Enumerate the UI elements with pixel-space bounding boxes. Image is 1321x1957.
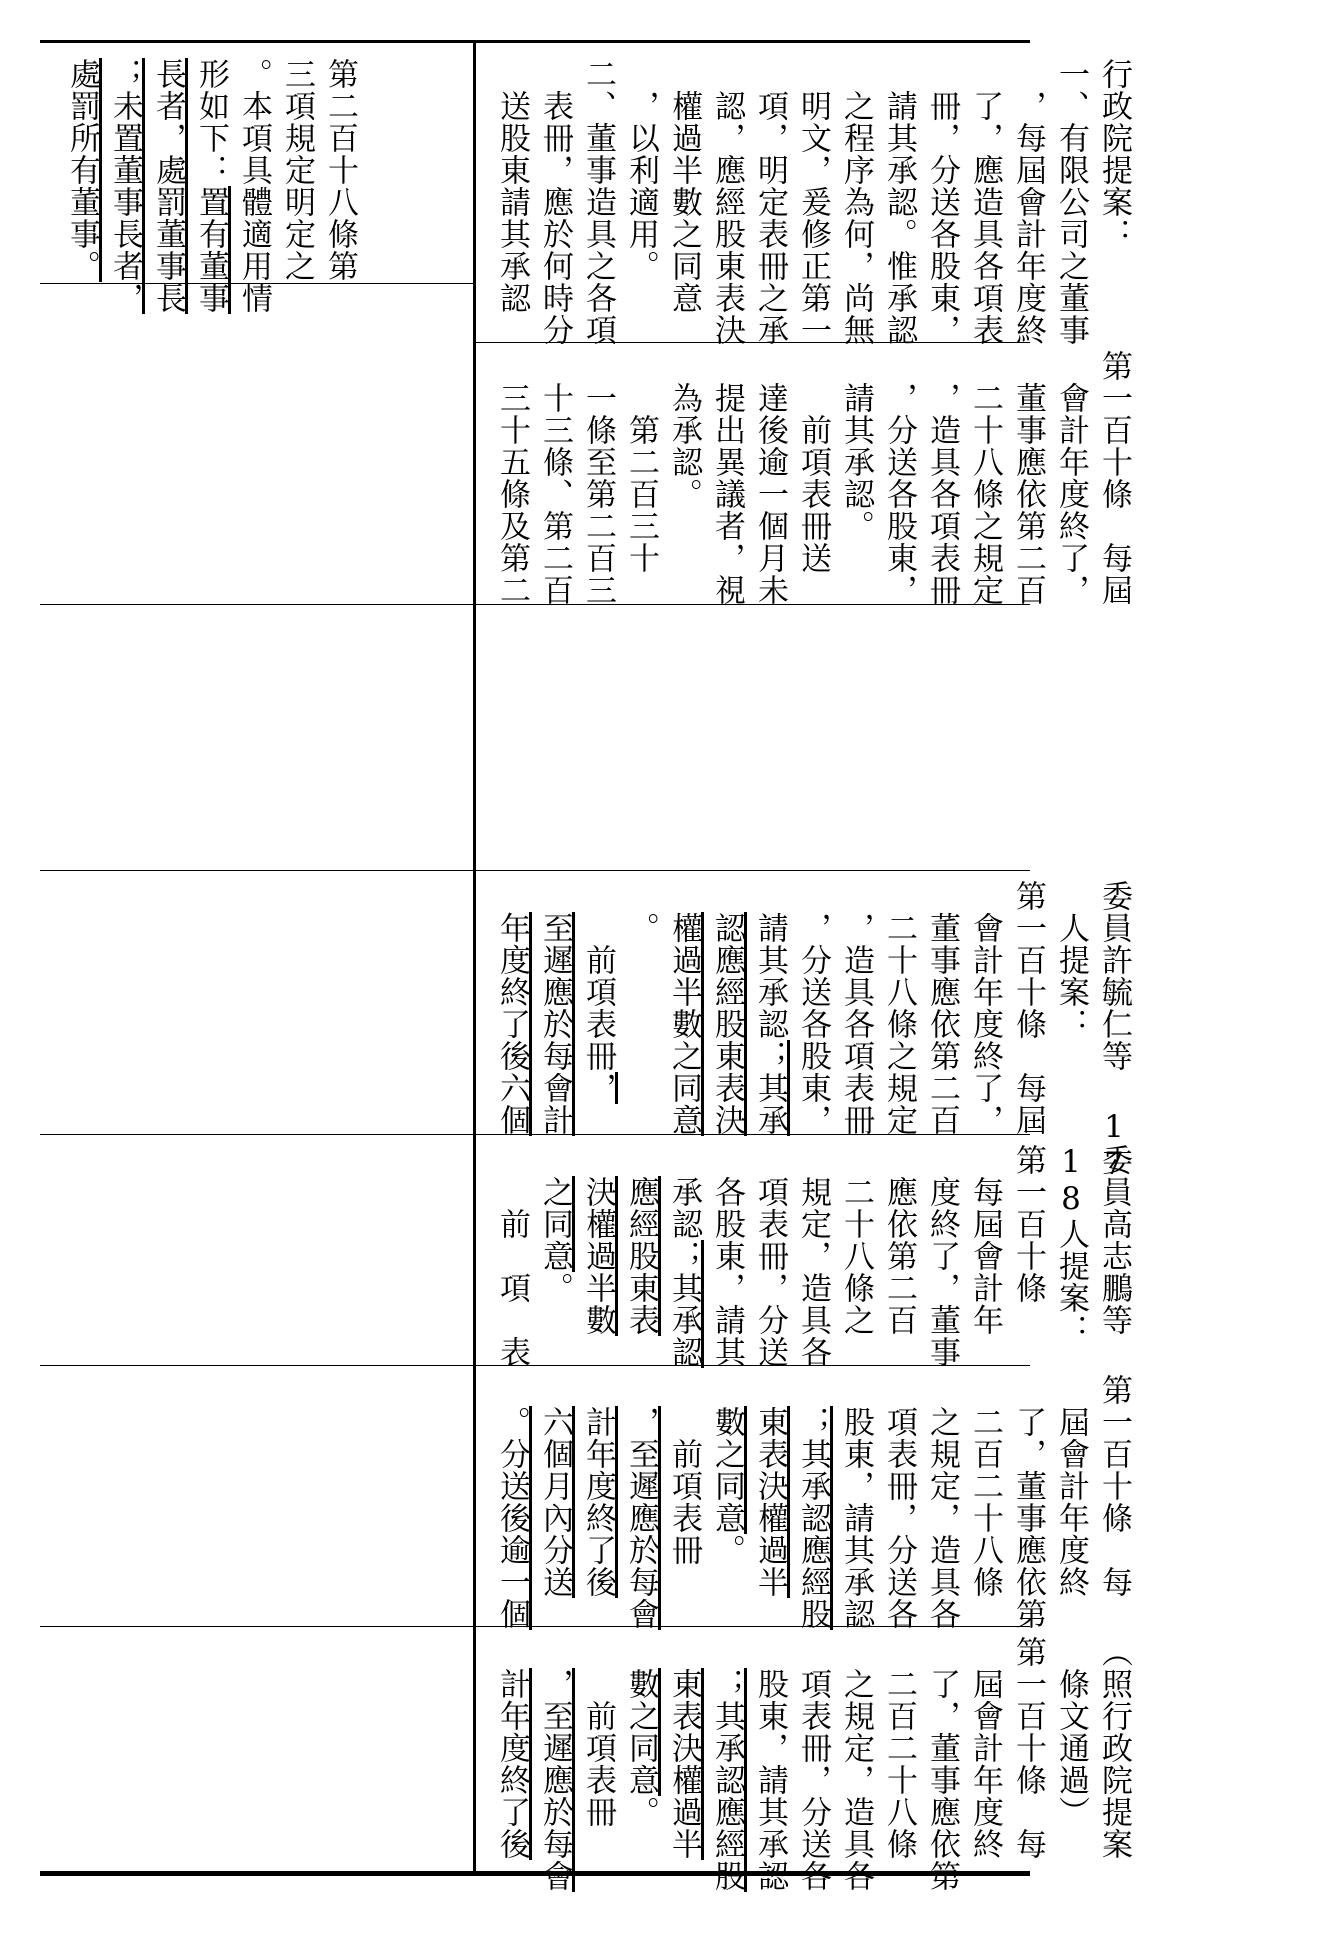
underlined-text-run: ；其承認應經股 <box>709 1668 745 1892</box>
text-run: 達後逾一個月未 <box>752 350 788 606</box>
text-run: 二十八條之規定 <box>881 880 917 1136</box>
underlined-text-run: 六個月內分送 <box>537 1406 573 1598</box>
text-run: 表冊，應於何時分 <box>537 58 573 346</box>
right-cell-gao-zhipeng-proposal <box>490 1144 1132 1368</box>
row-divider <box>476 870 1030 871</box>
text-run: 度終了，董事 <box>924 1144 960 1368</box>
text-run <box>709 880 745 912</box>
text-run: 股東，請其承認 <box>752 1636 788 1892</box>
table-top-rule <box>40 40 1030 43</box>
text-run <box>494 880 530 912</box>
underlined-text-run: ，至遲應於每會 <box>623 1406 659 1630</box>
text-run: 委員許毓仁等 17 <box>1096 880 1132 1183</box>
text-run <box>623 1636 659 1668</box>
text-run: 了，董事應依第 <box>924 1636 960 1892</box>
text-run <box>494 1374 530 1406</box>
text-run: ，造具各項表冊 <box>924 350 960 606</box>
text-run: 了，董事應依第 <box>1010 1374 1046 1630</box>
text-run: 提出異議者，視 <box>709 350 745 606</box>
text-run <box>795 1374 831 1406</box>
text-run: 。 <box>623 1796 659 1828</box>
text-run: 之程序為何，尚無 <box>838 58 874 346</box>
underlined-text-run: 決權過半數 <box>580 1176 616 1336</box>
text-run: 每屆會計年 <box>967 1144 1003 1336</box>
underlined-text-run: ，至遲應於每會 <box>537 1668 573 1892</box>
row-divider <box>40 1365 473 1366</box>
text-run: 會計年度終了， <box>1053 350 1089 606</box>
text-run: 屆會計年度終 <box>1053 1374 1089 1598</box>
text-run <box>709 1374 745 1406</box>
text-run: 二百二十八條 <box>967 1374 1003 1598</box>
right-cell-exec-yuan-article <box>490 350 1132 606</box>
text-run <box>709 1636 745 1668</box>
underlined-text-run: 東表決權過半 <box>666 1668 702 1860</box>
underlined-text-run: 計年度終了後 <box>494 1668 530 1860</box>
left-cell-top-text <box>60 58 361 314</box>
text-run: 應依第二百 <box>881 1144 917 1336</box>
text-run: 規定，造具各 <box>795 1144 831 1368</box>
underlined-text-run: 長者，處罰董事長 <box>150 58 186 314</box>
text-run: 了，應造具各項表 <box>967 58 1003 346</box>
row-divider <box>40 1626 473 1627</box>
underlined-text-run: ；未置董事長者， <box>107 58 143 314</box>
text-run <box>580 1144 616 1176</box>
right-cell-xu-yuren-proposal <box>490 880 1132 1183</box>
text-run: 項表冊，分送 <box>752 1144 788 1368</box>
text-run: 三十五條及第二 <box>494 350 530 606</box>
row-divider <box>40 870 473 871</box>
text-run: 第二百十八條第 <box>322 58 358 282</box>
text-run: 二、董事造具之各項 <box>580 58 616 346</box>
text-run <box>494 1636 530 1668</box>
text-run: 之規定，造具各 <box>838 1636 874 1892</box>
text-run: 請其承認。惟承認 <box>881 58 917 346</box>
underlined-text-run: 。分送後逾一個 <box>494 1406 530 1630</box>
text-run: （照行政院提案 <box>1096 1636 1132 1860</box>
text-run: 一條至第二百三 <box>580 350 616 606</box>
text-run <box>537 880 573 912</box>
text-run: 一、有限公司之董事 <box>1053 58 1089 346</box>
text-run: ，分送各股東， <box>881 350 917 606</box>
text-run: 。本項具體適用情 <box>236 58 272 314</box>
text-run: 18人提案： <box>1053 1144 1089 1346</box>
xu-yuren-proposal-text <box>490 880 1135 1183</box>
underlined-text-run: ， <box>580 1072 616 1104</box>
right-cell-committee-draft <box>490 1374 1132 1630</box>
text-run: 二十八條之 <box>838 1144 874 1336</box>
exec-yuan-note-text <box>490 58 1135 346</box>
text-run: 項，明定表冊之承 <box>752 58 788 346</box>
text-run: 各股東，請其 <box>709 1144 745 1368</box>
passed-per-exec-yuan-text <box>490 1636 1135 1892</box>
text-run: 權過半數之同意 <box>666 58 702 314</box>
underlined-text-run: 權過半數之同意 <box>666 912 702 1136</box>
table-bottom-rule <box>40 1871 1030 1876</box>
underlined-text-run: 應經股東表 <box>623 1176 659 1336</box>
exec-yuan-article-text <box>490 350 1135 606</box>
text-run: 前項表冊 <box>580 1636 616 1828</box>
text-run <box>623 1144 659 1176</box>
text-run <box>666 1636 702 1668</box>
text-run: ，造具各項表冊 <box>838 880 874 1136</box>
text-run: 董事應依第二百 <box>924 880 960 1136</box>
text-run <box>537 1144 573 1176</box>
text-run: 行政院提案： <box>1096 58 1132 250</box>
text-run: 。 <box>623 880 659 944</box>
underlined-text-run: ；其承認 <box>666 1240 702 1368</box>
column-divider <box>473 40 476 1876</box>
text-run: 第一百十條 每 <box>1096 1374 1132 1598</box>
text-run: 二百二十八條 <box>881 1636 917 1860</box>
text-run: 前項表冊 <box>580 880 616 1072</box>
underlined-text-run: 認應經股東表決 <box>709 912 745 1136</box>
text-run: 十三條、第二百 <box>537 350 573 606</box>
underlined-text-run: 之同意 <box>537 1176 573 1272</box>
underlined-text-run: ；其承 <box>752 1040 788 1136</box>
text-run <box>666 880 702 912</box>
text-run <box>580 1374 616 1406</box>
underlined-text-run: 數之同意 <box>623 1668 659 1796</box>
row-divider <box>40 1134 473 1135</box>
underlined-text-run: 東表決權過半 <box>752 1406 788 1598</box>
right-cell-exec-yuan-note <box>490 58 1132 346</box>
text-run: 之規定，造具各 <box>924 1374 960 1630</box>
text-run: 第一百十條 每屆 <box>1010 880 1046 1136</box>
text-run: ，每屆會計年度終 <box>1010 58 1046 346</box>
text-run <box>537 1374 573 1406</box>
committee-draft-text <box>490 1374 1135 1630</box>
text-run: 前項表冊 <box>666 1374 702 1566</box>
text-run: 項表冊，分送各 <box>795 1636 831 1892</box>
underlined-text-run: 至遲應於每會計 <box>537 912 573 1136</box>
text-run: 請其承認。 <box>838 350 874 542</box>
underlined-text-run: 處罰所有董事。 <box>64 58 100 282</box>
right-cell-empty <box>490 612 1030 868</box>
text-run: 送股東請其承認 <box>494 58 530 314</box>
text-run: 會計年度終了， <box>967 880 1003 1136</box>
text-run: 形如下： <box>193 58 229 186</box>
text-run: 為承認。 <box>666 350 702 510</box>
text-run: 第一百十條 每 <box>1010 1636 1046 1860</box>
text-run: 前 項 表 <box>494 1144 530 1368</box>
row-divider <box>40 604 473 605</box>
text-run <box>752 1374 788 1406</box>
text-run: 人提案： <box>1053 880 1089 1040</box>
text-run: 第一百十條 <box>1010 1144 1046 1304</box>
underlined-text-run: ；其承認應經股 <box>795 1406 831 1630</box>
right-cell-passed-per-exec-yuan <box>490 1636 1132 1892</box>
text-run: 。 <box>709 1534 745 1566</box>
text-run: 第二百三十 <box>623 350 659 574</box>
text-run <box>537 1636 573 1668</box>
text-run <box>623 1374 659 1406</box>
underlined-text-run: 數之同意 <box>709 1406 745 1534</box>
text-run: 二十八條之規定 <box>967 350 1003 606</box>
text-run: 條文通過） <box>1053 1636 1089 1828</box>
text-run: 屆會計年度終 <box>967 1636 1003 1860</box>
text-run: 請其承認 <box>752 880 788 1040</box>
text-run: 明文，爰修正第一 <box>795 58 831 346</box>
text-run: 三項規定明定之 <box>279 58 315 282</box>
text-run: ，以利適用。 <box>623 58 659 282</box>
text-run: 前項表冊送 <box>795 350 831 574</box>
text-run: ，分送各股東， <box>795 880 831 1136</box>
text-run: 承認 <box>666 1144 702 1240</box>
underlined-text-run: 計年度終了後 <box>580 1406 616 1598</box>
text-run: 冊，分送各股東， <box>924 58 960 346</box>
text-run: 董事應依第二百 <box>1010 350 1046 606</box>
underlined-text-run: 年度終了後六個 <box>494 912 530 1136</box>
left-cell-top <box>60 58 460 314</box>
text-run: 認，應經股東表決 <box>709 58 745 346</box>
gao-zhipeng-proposal-text <box>490 1144 1135 1368</box>
text-run: 第一百十條 每屆 <box>1096 350 1132 606</box>
text-run: 。 <box>537 1272 573 1304</box>
text-run: 委員高志鵬等 <box>1096 1144 1132 1336</box>
text-run: 股東，請其承認 <box>838 1374 874 1630</box>
text-run: 項表冊，分送各 <box>881 1374 917 1630</box>
underlined-text-run: 置有董事 <box>193 186 229 314</box>
